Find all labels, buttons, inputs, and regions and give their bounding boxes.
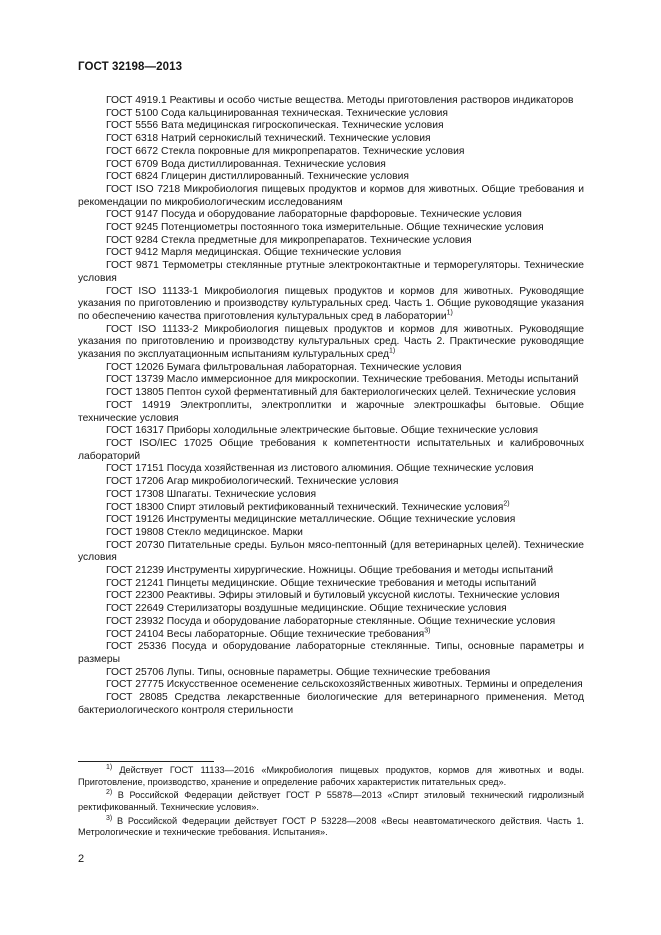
footnote-mark: 3)	[106, 814, 113, 822]
reference-item: ГОСТ ISO/IEC 17025 Общие требования к компетентности испытательных и калибровочных лабораторий	[78, 437, 584, 462]
reference-item: ГОСТ 19808 Стекло медицинское. Марки	[106, 526, 303, 538]
reference-item: ГОСТ 9147 Посуда и оборудование лабораторные фарфоровые. Технические условия	[106, 209, 522, 221]
reference-item: ГОСТ 14919 Электроплиты, электроплитки и жарочные электрошкафы бытовые. Общие технические условия	[78, 399, 584, 424]
reference-item: ГОСТ 6318 Натрий сернокислый технический. Технические условия	[106, 133, 431, 145]
reference-item: ГОСТ 5556 Вата медицинская гигроскопическая. Технические условия	[106, 120, 444, 132]
reference-item: ГОСТ 9284 Стекла предметные для микропрепаратов. Технические условия	[106, 234, 472, 246]
reference-item: ГОСТ 6824 Глицерин дистиллированный. Технические условия	[106, 171, 409, 183]
footnote-mark: 1)	[106, 763, 113, 771]
footnote: $^{3)}$ В Российской Федерации действует ГОСТ Р 53228—2008 «Весы неавтоматического действия. Часть 1. Метрологические и технические требования. Испытания».	[78, 814, 584, 838]
reference-item: ГОСТ 19126 Инструменты медицинские металлические. Общие технические условия	[106, 514, 516, 526]
reference-item: ГОСТ 12026 Бумага фильтровальная лабораторная. Технические условия	[106, 361, 462, 373]
reference-item: ГОСТ 20730 Питательные среды. Бульон мясо-пептонный (для ветеринарных целей). Технические условия	[78, 539, 584, 564]
footnote-divider	[78, 761, 214, 762]
footnotes	[78, 765, 584, 841]
reference-item: ГОСТ 17206 Агар микробиологический. Технические условия	[106, 476, 399, 488]
footnote: $^{2)}$ В Российской Федерации действует ГОСТ Р 55878—2013 «Спирт этиловый технический гидролизный ректификованный. Технические условия».	[78, 789, 584, 812]
reference-item: ГОСТ 25706 Лупы. Типы, основные параметры. Общие технические требования	[106, 666, 491, 678]
reference-item: ГОСТ ISO 11133-1 Микробиология пищевых продуктов и кормов для животных. Руководящие указания по приготовлению и производству культуральных сред. Часть 1. Общие руководящие указания по обеспечению качества приготовления культуральных сред в лаборатории$^{1)}$	[78, 285, 584, 322]
footnote-mark: 2)	[106, 789, 113, 797]
reference-item: ГОСТ 17308 Шпагаты. Технические условия	[106, 488, 317, 500]
reference-item: ГОСТ 6709 Вода дистиллированная. Технические условия	[106, 158, 386, 170]
reference-item: ГОСТ 13739 Масло иммерсионное для микроскопии. Технические требования. Методы испытаний	[106, 374, 579, 386]
reference-item: ГОСТ 25336 Посуда и оборудование лабораторные стеклянные. Типы, основные параметры и размеры	[78, 641, 584, 665]
reference-item: ГОСТ 16317 Приборы холодильные электрические бытовые. Общие технические условия	[106, 425, 539, 437]
reference-item: ГОСТ 23932 Посуда и оборудование лабораторные стеклянные. Общие технические условия	[106, 615, 556, 627]
reference-item: ГОСТ 4919.1 Реактивы и особо чистые вещества. Методы приготовления растворов индикаторов	[106, 95, 574, 106]
reference-item: ГОСТ 18300 Спирт этиловый ректификованный технический. Технические условия$^{2)}$	[106, 500, 510, 513]
normative-references-list	[78, 95, 584, 717]
reference-item: ГОСТ 21241 Пинцеты медицинские. Общие технические требования и методы испытаний	[106, 577, 537, 589]
reference-item: ГОСТ 9412 Марля медицинская. Общие технические условия	[106, 247, 402, 259]
reference-item: ГОСТ 17151 Посуда хозяйственная из листового алюминия. Общие технические условия	[106, 463, 534, 475]
reference-item: ГОСТ 13805 Пептон сухой ферментативный для бактериологических целей. Технические условия	[106, 387, 576, 399]
reference-item: ГОСТ 5100 Сода кальцинированная техническая. Технические условия	[106, 107, 448, 119]
reference-item: ГОСТ ISO 11133-2 Микробиология пищевых продуктов и кормов для животных. Руководящие указания по приготовлению и производству культуральных сред. Часть 2. Практические руководящие указания по эксплуатационным испытаниям культуральных сред$^{1)}$	[78, 323, 584, 361]
reference-item: ГОСТ ISO 7218 Микробиология пищевых продуктов и кормов для животных. Общие требования и рекомендации по микробиологическим исследованиям	[78, 183, 584, 208]
reference-item: ГОСТ 9871 Термометры стеклянные ртутные электроконтактные и терморегуляторы. Технические условия	[78, 260, 584, 284]
page-header: ГОСТ 32198—2013	[78, 61, 183, 73]
reference-item: ГОСТ 9245 Потенциометры постоянного тока измерительные. Общие технические условия	[106, 222, 544, 234]
footnote: $^{1)}$ Действует ГОСТ 11133—2016 «Микробиология пищевых продуктов, кормов для животных и воды. Приготовление, производство, хранение и определение рабочих характеристик питательных сред».	[78, 763, 584, 787]
reference-item: ГОСТ 24104 Весы лабораторные. Общие технические требования$^{3)}$	[106, 627, 431, 640]
reference-item: ГОСТ 22300 Реактивы. Эфиры этиловый и бутиловый уксусной кислоты. Технические условия	[106, 590, 560, 602]
reference-item: ГОСТ 21239 Инструменты хирургические. Ножницы. Общие требования и методы испытаний	[106, 565, 554, 577]
reference-item: ГОСТ 22649 Стерилизаторы воздушные медицинские. Общие технические условия	[106, 603, 507, 615]
page-number: 2	[78, 853, 85, 865]
reference-item: ГОСТ 28085 Средства лекарственные биологические для ветеринарного применения. Метод бактериологического контроля стерильности	[78, 692, 584, 716]
reference-item: ГОСТ 6672 Стекла покровные для микропрепаратов. Технические условия	[106, 145, 465, 157]
reference-item: ГОСТ 27775 Искусственное осеменение сельскохозяйственных животных. Термины и определения	[106, 679, 583, 691]
